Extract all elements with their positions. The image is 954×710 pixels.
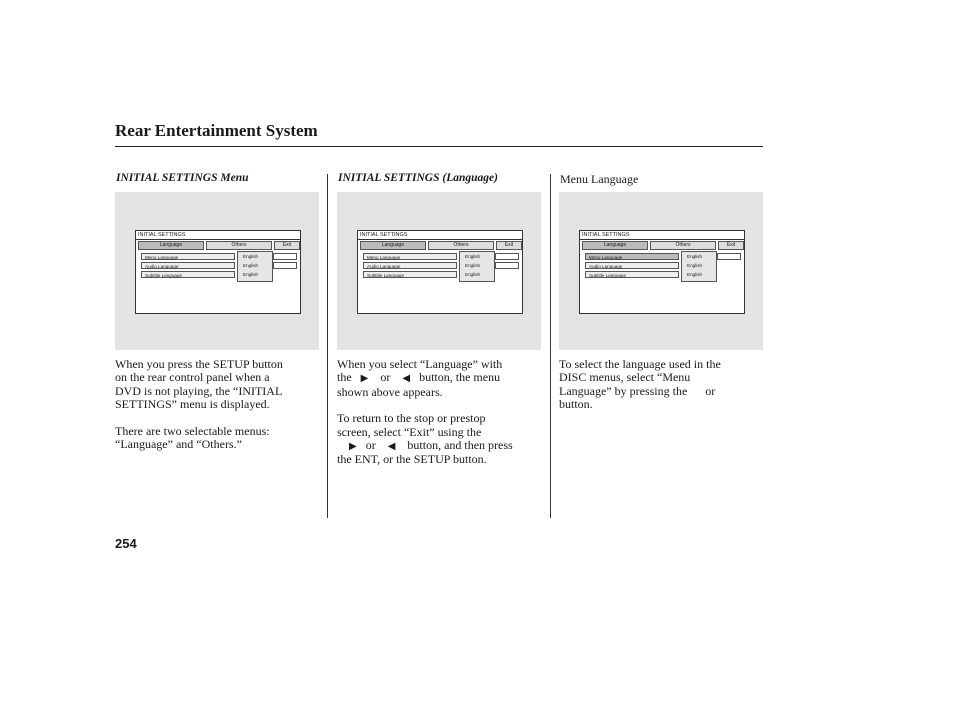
screen-illustration-1 (115, 192, 319, 350)
right-arrow-icon: ▶ (349, 441, 357, 453)
dvd-screen (579, 230, 745, 314)
tab-others: Others (650, 241, 716, 250)
text-line: on the rear control panel when a (115, 370, 270, 385)
column-divider-2 (550, 174, 551, 518)
text-fragment: or (365, 438, 376, 453)
text-line: DISC menus, select “Menu (559, 370, 691, 385)
dvd-screen (357, 230, 523, 314)
column-2-text (337, 358, 547, 467)
left-arrow-icon: ◀ (387, 441, 396, 453)
row-subtitle-language: Subtitle Language (141, 271, 235, 278)
row-audio-language: Audio Language (141, 262, 235, 269)
title-rule (115, 146, 763, 147)
screen-title: INITIAL SETTINGS (358, 231, 522, 240)
caption-initial-settings-menu: INITIAL SETTINGS Menu (116, 172, 249, 184)
row-menu-language: Menu Language (141, 253, 235, 260)
text-fragment: the (337, 370, 352, 385)
tab-exit: Exit (274, 241, 300, 250)
text-line: screen, select “Exit” using the (337, 424, 482, 439)
text-line (337, 371, 547, 385)
tab-others: Others (206, 241, 272, 250)
caption-menu-language: Menu Language (560, 172, 639, 186)
text-line: DVD is not playing, the “INITIAL (115, 383, 283, 398)
tab-language: Language (138, 241, 204, 250)
caption-initial-settings-language: INITIAL SETTINGS (Language) (338, 172, 498, 184)
screen-tabs (360, 241, 520, 249)
left-arrow-icon: ◀ (402, 373, 411, 385)
value-subtitle-language: English (465, 272, 481, 277)
value-subtitle-language: English (243, 272, 259, 277)
value-audio-language: English (687, 263, 703, 268)
value-audio-language: English (465, 263, 481, 268)
tab-exit: Exit (718, 241, 744, 250)
row-menu-language: Menu Language (363, 253, 457, 260)
screen-illustration-3 (559, 192, 763, 350)
column-1-text (115, 358, 325, 451)
text-fragment: or (380, 370, 391, 385)
text-line: shown above appears. (337, 384, 443, 399)
screen-tabs (582, 241, 742, 249)
extra-box (273, 262, 297, 269)
text-line: There are two selectable menus: (115, 423, 270, 438)
screen-title: INITIAL SETTINGS (580, 231, 744, 240)
text-line: Language” by pressing the or (559, 383, 716, 398)
screen-illustration-2 (337, 192, 541, 350)
column-3-text (559, 358, 769, 412)
text-fragment: button, the menu (419, 370, 501, 385)
tab-language: Language (360, 241, 426, 250)
value-audio-language: English (243, 263, 259, 268)
right-arrow-icon: ▶ (360, 373, 369, 385)
text-line: When you select “Language” with (337, 357, 503, 371)
row-audio-language: Audio Language (363, 262, 457, 269)
dvd-screen (135, 230, 301, 314)
extra-box (495, 262, 519, 269)
tab-language: Language (582, 241, 648, 250)
column-divider-1 (327, 174, 328, 518)
text-line: To select the language used in the (559, 357, 721, 371)
text-line: To return to the stop or prestop (337, 411, 486, 426)
tab-exit: Exit (496, 241, 522, 250)
text-line: “Language” and “Others.” (115, 437, 242, 452)
text-line (337, 439, 547, 453)
page-number: 254 (115, 536, 137, 551)
text-line: button. (559, 397, 593, 412)
page-title: Rear Entertainment System (115, 121, 318, 140)
value-subtitle-language: English (687, 272, 703, 277)
tab-others: Others (428, 241, 494, 250)
row-subtitle-language: Subtitle Language (585, 271, 679, 278)
screen-title: INITIAL SETTINGS (136, 231, 300, 240)
row-audio-language: Audio Language (585, 262, 679, 269)
value-menu-language: English (687, 254, 703, 259)
text-line: When you press the SETUP button (115, 357, 283, 371)
extra-box (717, 253, 741, 260)
extra-box (495, 253, 519, 260)
extra-box (273, 253, 297, 260)
value-menu-language: English (243, 254, 259, 259)
row-menu-language: Menu Language (585, 253, 679, 260)
screen-tabs (138, 241, 298, 249)
text-line: SETTINGS” menu is displayed. (115, 397, 270, 412)
text-fragment: button, and then press (407, 438, 513, 453)
text-line: the ENT, or the SETUP button. (337, 452, 487, 467)
row-subtitle-language: Subtitle Language (363, 271, 457, 278)
value-menu-language: English (465, 254, 481, 259)
